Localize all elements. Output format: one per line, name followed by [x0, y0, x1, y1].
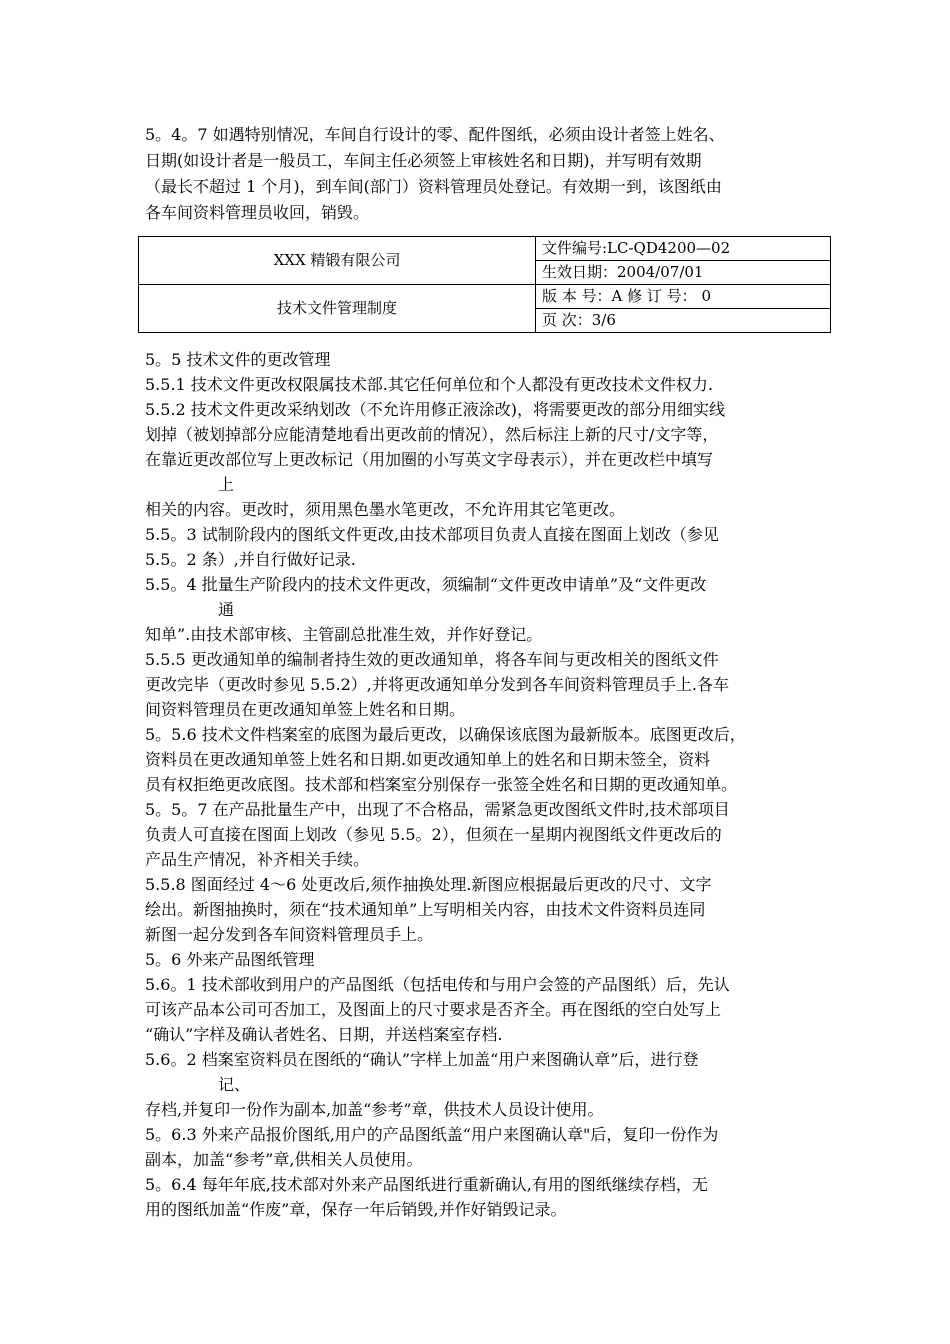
body-line: 5.5.2 技术文件更改采纳划改（不允许用修正液涂改)，将需要更改的部分用细实线: [145, 400, 726, 419]
effective-date: 生效日期：2004/07/01: [536, 261, 831, 285]
body-line: 5.5.1 技术文件更改权限属技术部.其它任何单位和个人都没有更改技术文件权力.: [145, 375, 713, 394]
body-line: 负责人可直接在图面上划改（参见 5.5。2），但须在一星期内视图纸文件更改后的: [145, 825, 722, 844]
body-line: 5.6。2 档案室资料员在图纸的“确认”字样上加盖“用户来图确认章”后，进行登: [145, 1050, 699, 1069]
company-name: XXX 精锻有限公司: [139, 237, 536, 285]
body-line: 5。5.6 技术文件档案室的底图为最后更改，以确保该底图为最新版本。底图更改后，: [145, 725, 746, 744]
body-line: 知单”.由技术部审核、主管副总批准生效，并作好登记。: [145, 625, 543, 644]
body-line: 资料员在更改通知单签上姓名和日期.如更改通知单上的姓名和日期未签全，资料: [145, 750, 711, 769]
document-header-table: [138, 236, 831, 333]
section-heading: 5。6 外来产品图纸管理: [145, 950, 315, 969]
body-line: 可该产品本公司可否加工，及图面上的尺寸要求是否齐全。再在图纸的空白处写上: [145, 1000, 722, 1019]
doc-title: 技术文件管理制度: [139, 285, 536, 333]
body-line: 划掉（被划掉部分应能清楚地看出更改前的情况），然后标注上新的尺寸/文字等，: [145, 425, 719, 444]
intro-line: 日期(如设计者是一般员工，车间主任必须签上审核姓名和日期)，并写明有效期: [145, 151, 702, 170]
body-line: 5.5.8 图面经过 4～6 处更改后,须作抽换处理.新图应根据最后更改的尺寸、文字: [145, 875, 712, 894]
doc-number: 文件编号:LC-QD4200—02: [536, 237, 831, 261]
body-line: 存档,并复印一份作为副本,加盖“参考”章，供技术人员设计使用。: [145, 1100, 604, 1119]
body-line: 5.5。4 批量生产阶段内的技术文件更改，须编制“文件更改申请单”及“文件更改: [145, 575, 707, 594]
body-line: 5。5。7 在产品批量生产中，出现了不合格品，需紧急更改图纸文件时,技术部项目: [145, 800, 730, 819]
body-line: 绘出。新图抽换时，须在“技术通知单”上写明相关内容，由技术文件资料员连同: [145, 900, 706, 919]
page-number: 页 次：3/6: [536, 309, 831, 333]
body-line: 产品生产情况，补齐相关手续。: [145, 850, 370, 869]
version-info: 版 本 号：A 修 订 号： 0: [536, 285, 831, 309]
body-line: 间资料管理员在更改通知单签上姓名和日期。: [145, 700, 466, 719]
body-line: 5.5。2 条）,并自行做好记录.: [145, 550, 356, 569]
section-heading: 5。5 技术文件的更改管理: [145, 350, 331, 369]
body-line: 在靠近更改部位写上更改标记（用加圈的小写英文字母表示），并在更改栏中填写: [145, 450, 714, 469]
body-line: 相关的内容。更改时，须用黑色墨水笔更改，不允许用其它笔更改。: [145, 500, 626, 519]
body-line: 5。6.3 外来产品报价图纸,用户的产品图纸盖“用户来图确认章"后，复印一份作为: [145, 1125, 719, 1144]
body-line: 副本，加盖“参考”章,供相关人员使用。: [145, 1150, 423, 1169]
body-line: 上: [218, 475, 235, 494]
body-line: “确认”字样及确认者姓名、日期，并送档案室存档.: [145, 1025, 503, 1044]
body-line: 5.5。3 试制阶段内的图纸文件更改,由技术部项目负责人直接在图面上划改（参见: [145, 525, 719, 544]
intro-line: 5。4。7 如遇特别情况，车间自行设计的零、配件图纸，必须由设计者签上姓名、: [145, 125, 725, 144]
body-line: 员有权拒绝更改底图。技术部和档案室分别保存一张签全姓名和日期的更改通知单。: [145, 775, 738, 794]
body-line: 5。6.4 每年年底,技术部对外来产品图纸进行重新确认,有用的图纸继续存档，无: [145, 1175, 708, 1194]
body-line: 通: [218, 600, 235, 619]
body-line: 记、: [218, 1075, 251, 1094]
body-line: 5.6。1 技术部收到用户的产品图纸（包括电传和与用户会签的产品图纸）后，先认: [145, 975, 730, 994]
body-line: 5.5.5 更改通知单的编制者持生效的更改通知单，将各车间与更改相关的图纸文件: [145, 650, 719, 669]
body-line: 新图一起分发到各车间资料管理员手上。: [145, 925, 434, 944]
body-line: 更改完毕（更改时参见 5.5.2）,并将更改通知单分发到各车间资料管理员手上.各车: [145, 675, 729, 694]
body-line: 用的图纸加盖“作废”章，保存一年后销毁,并作好销毁记录。: [145, 1200, 567, 1219]
intro-line: （最长不超过 1 个月)，到车间(部门）资料管理员处登记。有效期一到，该图纸由: [145, 177, 722, 196]
intro-line: 各车间资料管理员收回，销毁。: [145, 203, 370, 222]
